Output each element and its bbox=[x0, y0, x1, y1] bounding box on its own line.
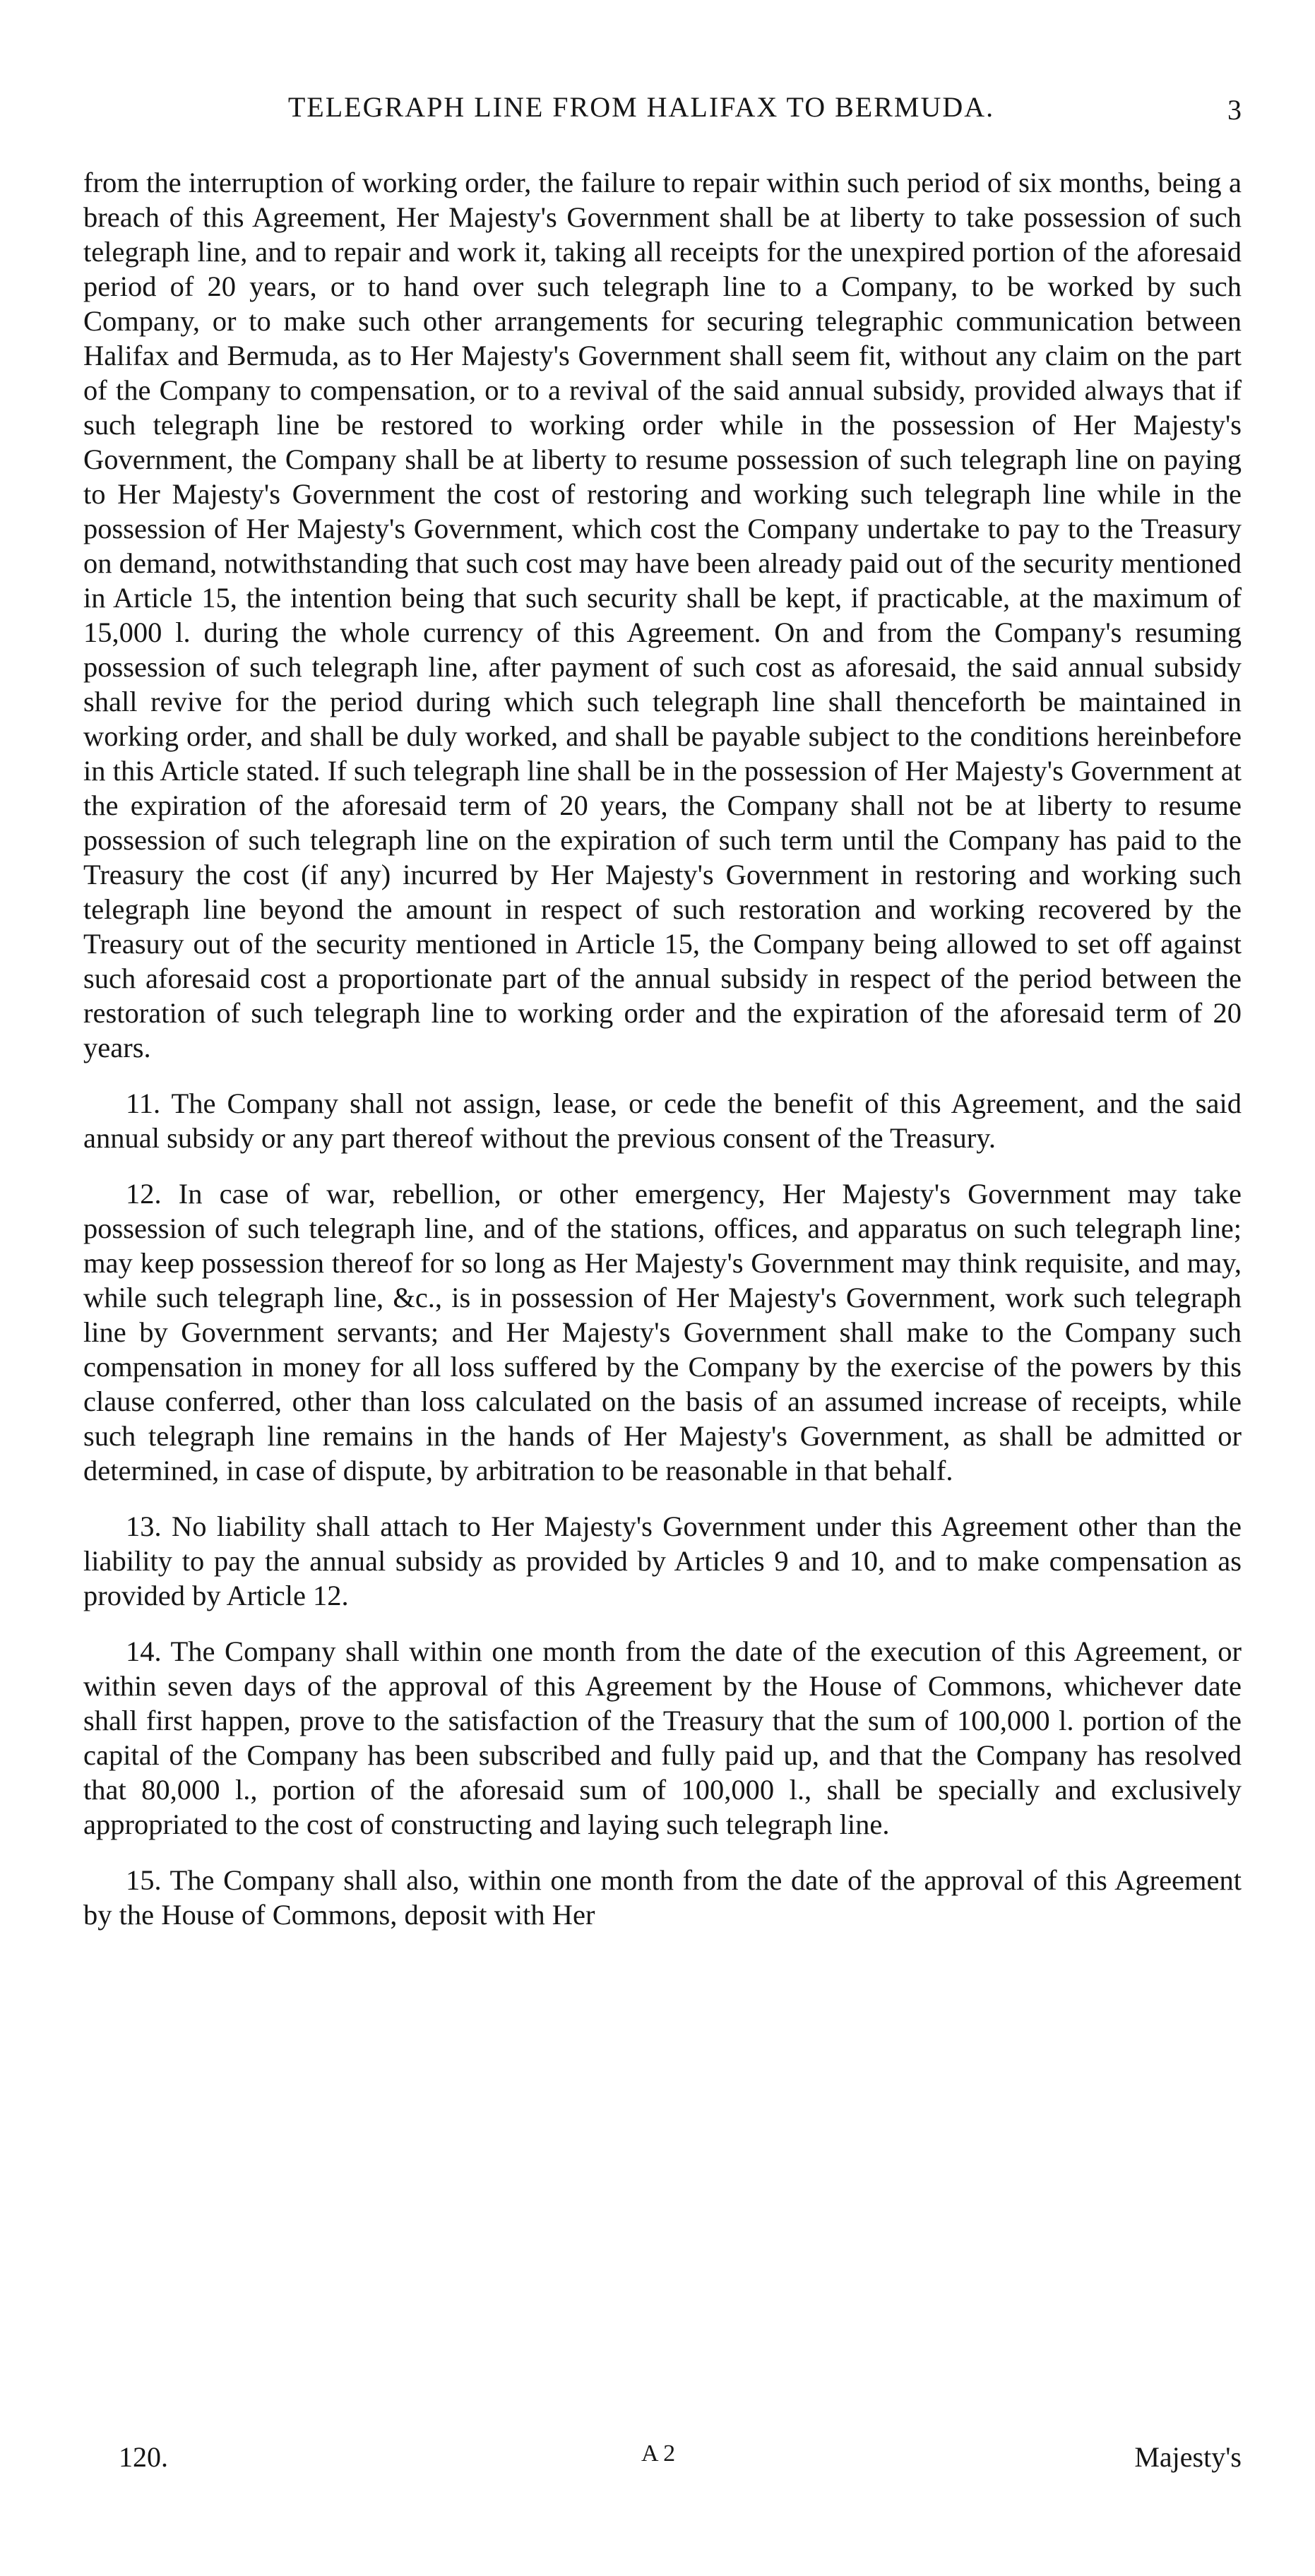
sheet-number: 120. bbox=[119, 2441, 168, 2473]
paragraph-article-12: 12. In case of war, rebellion, or other emergency, Her Majesty's Government may take possession of such telegraph line, and of the stations, offices, and apparatus on such telegraph line; may keep possession thereof for so long as Her Majesty's Government may think requisite, and may, while such telegraph line, &c., is in possession of Her Majesty's Government, work such telegraph line by Government servants; and Her Majesty's Government shall make to the Company such compensation in money for all loss suffered by the Company by the exercise of the powers by this clause conferred, other than loss calculated on the basis of an assumed increase of receipts, while such telegraph line remains in the hands of Her Majesty's Government, as shall be admitted or determined, in case of dispute, by arbitration to be reasonable in that behalf. bbox=[83, 1178, 1242, 1486]
paragraph-article-15: 15. The Company shall also, within one month from the date of the approval of this Agreement by the House of Commons, deposit with Her bbox=[83, 1864, 1242, 1931]
paragraph-article-13: 13. No liability shall attach to Her Majesty's Government under this Agreement other than the liability to pay the annual subsidy as provided by Articles 9 and 10, and to make compensation as provided by Article 12. bbox=[83, 1510, 1242, 1611]
paragraph-article-14: 14. The Company shall within one month from the date of the execution of this Agreement, or within seven days of the approval of this Agreement by the House of Commons, whichever date shall first happen, prove to the satisfaction of the Treasury that the sum of 100,000 l. portion of the capital of the Company has been subscribed and fully paid up, and that the Company has resolved that 80,000 l., portion of the aforesaid sum of 100,000 l., shall be specially and exclusively appropriated to the cost of constructing and laying such telegraph line. bbox=[83, 1635, 1242, 1840]
page-header bbox=[83, 90, 1242, 133]
page-body bbox=[83, 165, 1242, 1953]
catchword: Majesty's bbox=[1134, 2441, 1242, 2473]
printer-signature: A 2 bbox=[641, 2440, 676, 2467]
page-footer bbox=[83, 2440, 1242, 2476]
page-number: 3 bbox=[1227, 94, 1242, 126]
paragraph-article-11: 11. The Company shall not assign, lease, or cede the benefit of this Agreement, and the said annual subsidy or any part thereof without the previous consent of the Treasury. bbox=[83, 1087, 1242, 1154]
running-title: TELEGRAPH LINE FROM HALIFAX TO BERMUDA. bbox=[287, 91, 995, 123]
paragraph-article-10-continued: from the interruption of working order, the failure to repair within such period of six months, being a breach of this Agreement, Her Majesty's Government shall be at liberty to take possession of such telegraph line, and to repair and work it, taking all receipts for the unexpired portion of the aforesaid period of 20 years, or to hand over such telegraph line to a Company, to be worked by such Company, or to make such other arrangements for securing telegraphic communication between Halifax and Bermuda, as to Her Majesty's Government shall seem fit, without any claim on the part of the Company to compensation, or to a revival of the said annual subsidy, provided always that if such telegraph line be restored to working order while in the possession of Her Majesty's Government, the Company shall be at liberty to resume possession of such telegraph line on paying to Her Majesty's Government the cost of restoring and working such telegraph line while in the possession of Her Majesty's Government, which cost the Company undertake to pay to the Treasury on demand, notwithstanding that such cost may have been already paid out of the security mentioned in Article 15, the intention being that such security shall be kept, if practicable, at the maximum of 15,000 l. during the whole currency of this Agreement. On and from the Company's resuming possession of such telegraph line, after payment of such cost as aforesaid, the said annual subsidy shall revive for the period during which such telegraph line shall thenceforth be maintained in working order, and shall be duly worked, and shall be payable subject to the conditions hereinbefore in this Article stated. If such telegraph line shall be in the possession of Her Majesty's Government at the expiration of the aforesaid term of 20 years, the Company shall not be at liberty to resume possession of such telegraph line on the expiration of such term until the Company has paid to the Treasury the cost (if any) incurred by Her Majesty's Government in restoring and working such telegraph line beyond the amount in respect of such restoration and working recovered by the Treasury out of the security mentioned in Article 15, the Company being allowed to set off against such aforesaid cost a proportionate part of the annual subsidy in respect of the period between the restoration of such telegraph line to working order and the expiration of the aforesaid term of 20 years. bbox=[83, 167, 1242, 1063]
